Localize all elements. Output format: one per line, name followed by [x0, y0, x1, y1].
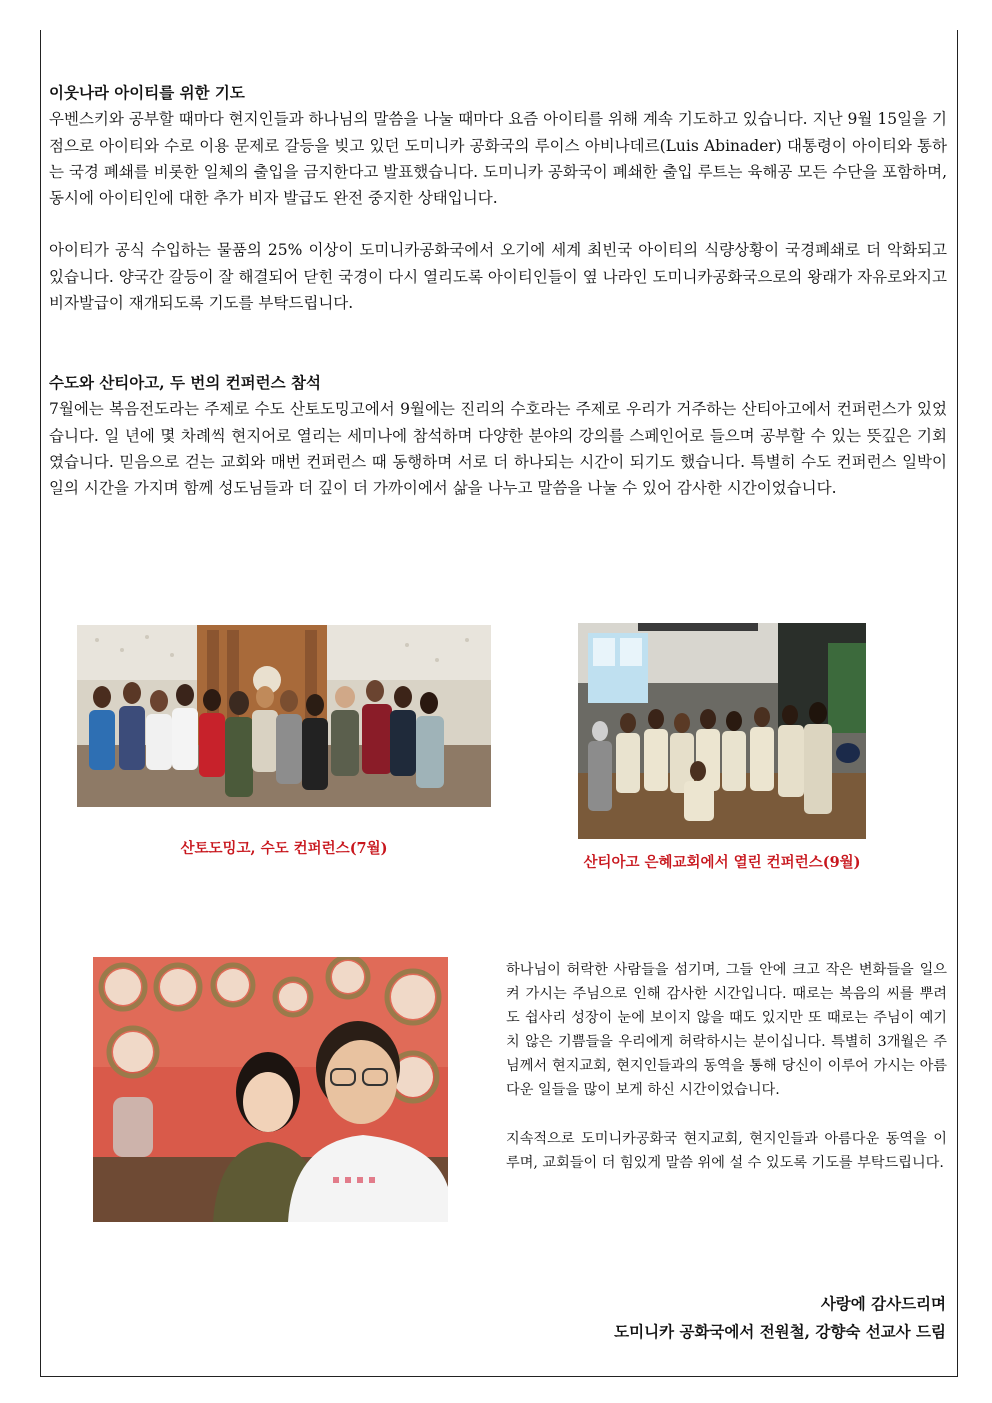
signature-names: 도미니카 공화국에서 전원철, 강향숙 선교사 드림: [614, 1322, 946, 1341]
photo-santiago-conference: [578, 623, 866, 839]
photo-missionary-couple: [93, 957, 448, 1222]
closing-paragraph-2: 지속적으로 도미니카공화국 현지교회, 현지인들과 아름다운 동역을 이루며, 교회들이 더 힘있게 말씀 위에 설 수 있도록 기도를 부탁드립니다.: [506, 1130, 947, 1171]
caption-santiago: 산티아고 은혜교회에서 열린 컨퍼런스(9월): [583, 854, 861, 871]
conference-section-title: 수도와 산티아고, 두 번의 컨퍼런스 참석: [49, 373, 321, 392]
prayer-section: [49, 80, 947, 316]
conference-paragraph: 7월에는 복음전도라는 주제로 수도 산토도밍고에서 9월에는 진리의 수호라는 주제로 우리가 거주하는 산티아고에서 컨퍼런스가 있었습니다. 일 년에 몇 차례씩 현지어로 열리는 세미나에 참석하며 다양한 분야의 강의를 스페인어로 들으며 공부할 수 있는 뜻깊은 기회였습니다. 믿음으로 걷는 교회와 매번 컨퍼런스 때 동행하며 서로 더 하나되는 시간이 되기도 했습니다. 특별히 수도 컨퍼런스 일박이일의 시간을 가지며 함께 성도님들과 더 깊이 더 가까이에서 삶을 나누고 말씀을 나눌 수 있어 감사한 시간이었습니다.: [49, 400, 947, 498]
closing-text: [506, 958, 947, 1175]
prayer-section-title: 이웃나라 아이티를 위한 기도: [49, 83, 245, 102]
photo-santo-domingo-conference: [77, 625, 491, 807]
closing-paragraph-1: 하나님이 허락한 사람들을 섬기며, 그들 안에 크고 작은 변화들을 일으켜 가시는 주님으로 인해 감사한 시간입니다. 때로는 복음의 씨를 뿌려도 쉽사리 성장이 눈에 보이지 않을 때도 있지만 또 때로는 주님이 예기치 않은 기쁨들을 우리에게 허락하시는 분이십니다. 특별히 3개월은 주님께서 현지교회, 현지인들과의 동역을 통해 당신이 이루어 가시는 아름다운 일들을 많이 보게 하신 시간이었습니다.: [506, 962, 947, 1099]
caption-santo-domingo: 산토도밍고, 수도 컨퍼런스(7월): [180, 840, 388, 857]
conference-section: [49, 370, 947, 501]
signature-greeting: 사랑에 감사드리며: [820, 1294, 946, 1313]
prayer-paragraph-1: 우벤스키와 공부할 때마다 현지인들과 하나님의 말씀을 나눌 때마다 요즘 아이티를 위해 계속 기도하고 있습니다. 지난 9월 15일을 기점으로 아이티와 수로 이용 문제로 갈등을 빚고 있던 도미니카 공화국의 루이스 아비나데르(Luis Abinader) 대통령이 아이티와 통하는 국경 폐쇄를 비롯한 일체의 출입을 금지한다고 발표했습니다. 도미니카 공화국이 폐쇄한 출입 루트는 육해공 모든 수단을 포함하며, 동시에 아이티인에 대한 추가 비자 발급도 완전 중지한 상태입니다.: [49, 110, 947, 208]
prayer-paragraph-2: 아이티가 공식 수입하는 물품의 25% 이상이 도미니카공화국에서 오기에 세계 최빈국 아이티의 식량상황이 국경폐쇄로 더 악화되고 있습니다. 양국간 갈등이 잘 해결되어 닫힌 국경이 다시 열리도록 아이티인들이 옆 나라인 도미니카공화국으로의 왕래가 자유로와지고 비자발급이 재개되도록 기도를 부탁드립니다.: [49, 241, 947, 313]
